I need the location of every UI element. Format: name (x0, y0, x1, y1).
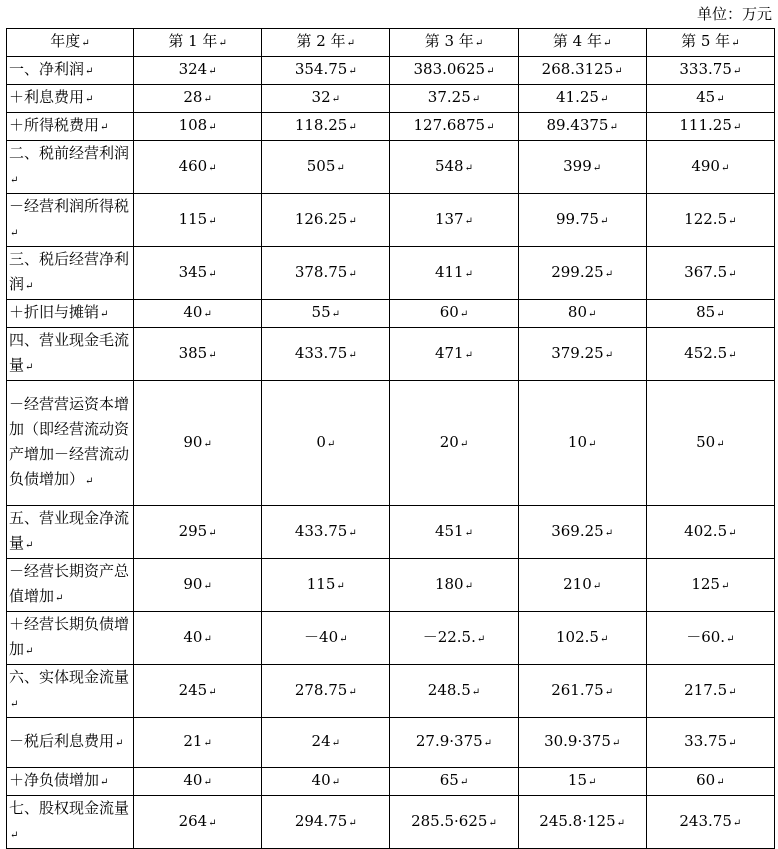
row-label: －经营利润所得税↵ (7, 194, 134, 247)
cell: －22.5.↵ (390, 612, 518, 665)
table-row (7, 612, 775, 665)
cell: 127.6875↵ (390, 113, 518, 141)
cell: 122.5↵ (646, 194, 774, 247)
header-col-5: 第 5 年↵ (646, 29, 774, 57)
row-label: ＋利息费用↵ (7, 85, 134, 113)
cell: 50↵ (646, 381, 774, 506)
row-label: ＋所得税费用↵ (7, 113, 134, 141)
header-col-2: 第 2 年↵ (262, 29, 390, 57)
header-col-1: 第 1 年↵ (134, 29, 262, 57)
table-row (7, 113, 775, 141)
table-row (7, 381, 775, 506)
row-label: 二、税前经营利润↵ (7, 141, 134, 194)
cell: 55↵ (262, 300, 390, 328)
row-label: 五、营业现金净流量↵ (7, 506, 134, 559)
cell: 248.5↵ (390, 665, 518, 718)
table-row (7, 559, 775, 612)
cell: 33.75↵ (646, 718, 774, 768)
cell: 324↵ (134, 57, 262, 85)
cell: －40↵ (262, 612, 390, 665)
cell: 27.9·375↵ (390, 718, 518, 768)
row-label: －税后利息费用↵ (7, 718, 134, 768)
table-row (7, 194, 775, 247)
cell: 333.75↵ (646, 57, 774, 85)
cell: 40↵ (134, 300, 262, 328)
cell: 452.5↵ (646, 328, 774, 381)
cell: 41.25↵ (518, 85, 646, 113)
cell: －60.↵ (646, 612, 774, 665)
row-label: 六、实体现金流量↵ (7, 665, 134, 718)
cell: 460↵ (134, 141, 262, 194)
cell: 285.5·625↵ (390, 796, 518, 849)
cell: 369.25↵ (518, 506, 646, 559)
table-row (7, 718, 775, 768)
table-row (7, 665, 775, 718)
cell: 548↵ (390, 141, 518, 194)
cell: 0↵ (262, 381, 390, 506)
cell: 24↵ (262, 718, 390, 768)
row-label: 七、股权现金流量↵ (7, 796, 134, 849)
cell: 108↵ (134, 113, 262, 141)
cell: 471↵ (390, 328, 518, 381)
cell: 367.5↵ (646, 247, 774, 300)
cell: 217.5↵ (646, 665, 774, 718)
cell: 505↵ (262, 141, 390, 194)
cell: 126.25↵ (262, 194, 390, 247)
cash-flow-table (6, 28, 775, 849)
cell: 295↵ (134, 506, 262, 559)
cell: 378.75↵ (262, 247, 390, 300)
cell: 399↵ (518, 141, 646, 194)
cell: 20↵ (390, 381, 518, 506)
cell: 40↵ (134, 768, 262, 796)
cell: 125↵ (646, 559, 774, 612)
cell: 411↵ (390, 247, 518, 300)
table-header-row (7, 29, 775, 57)
cell: 137↵ (390, 194, 518, 247)
row-label: 三、税后经营净利润↵ (7, 247, 134, 300)
cell: 278.75↵ (262, 665, 390, 718)
row-label: －经营长期资产总值增加↵ (7, 559, 134, 612)
header-year: 年度↵ (7, 29, 134, 57)
cell: 299.25↵ (518, 247, 646, 300)
cell: 111.25↵ (646, 113, 774, 141)
row-label: －经营营运资本增加（即经营流动资产增加－经营流动负债增加）↵ (7, 381, 134, 506)
cell: 210↵ (518, 559, 646, 612)
cell: 40↵ (134, 612, 262, 665)
cell: 268.3125↵ (518, 57, 646, 85)
row-label: ＋净负债增加↵ (7, 768, 134, 796)
table-row (7, 85, 775, 113)
cell: 21↵ (134, 718, 262, 768)
table-row (7, 247, 775, 300)
cell: 10↵ (518, 381, 646, 506)
cell: 90↵ (134, 381, 262, 506)
cell: 115↵ (262, 559, 390, 612)
cell: 15↵ (518, 768, 646, 796)
row-label: ＋折旧与摊销↵ (7, 300, 134, 328)
cell: 80↵ (518, 300, 646, 328)
cell: 433.75↵ (262, 328, 390, 381)
cell: 345↵ (134, 247, 262, 300)
table-row (7, 768, 775, 796)
cell: 245↵ (134, 665, 262, 718)
cell: 85↵ (646, 300, 774, 328)
table-row (7, 57, 775, 85)
cell: 32↵ (262, 85, 390, 113)
table-row (7, 141, 775, 194)
cell: 294.75↵ (262, 796, 390, 849)
cell: 180↵ (390, 559, 518, 612)
table-row (7, 506, 775, 559)
cell: 490↵ (646, 141, 774, 194)
unit-note: 单位：万元 (696, 5, 772, 23)
cell: 385↵ (134, 328, 262, 381)
cell: 90↵ (134, 559, 262, 612)
cell: 383.0625↵ (390, 57, 518, 85)
cell: 261.75↵ (518, 665, 646, 718)
cell: 245.8·125↵ (518, 796, 646, 849)
cell: 115↵ (134, 194, 262, 247)
row-label: 一、净利润↵ (7, 57, 134, 85)
cell: 402.5↵ (646, 506, 774, 559)
cell: 102.5↵ (518, 612, 646, 665)
cell: 354.75↵ (262, 57, 390, 85)
cell: 243.75↵ (646, 796, 774, 849)
cell: 451↵ (390, 506, 518, 559)
cell: 99.75↵ (518, 194, 646, 247)
cell: 45↵ (646, 85, 774, 113)
row-label: ＋经营长期负债增加↵ (7, 612, 134, 665)
cell: 28↵ (134, 85, 262, 113)
row-label: 四、营业现金毛流量↵ (7, 328, 134, 381)
cell: 30.9·375↵ (518, 718, 646, 768)
cell: 60↵ (390, 300, 518, 328)
cell: 60↵ (646, 768, 774, 796)
table-row (7, 796, 775, 849)
cell: 264↵ (134, 796, 262, 849)
table-row (7, 300, 775, 328)
cell: 433.75↵ (262, 506, 390, 559)
header-col-3: 第 3 年↵ (390, 29, 518, 57)
cell: 89.4375↵ (518, 113, 646, 141)
cell: 379.25↵ (518, 328, 646, 381)
cell: 118.25↵ (262, 113, 390, 141)
header-col-4: 第 4 年↵ (518, 29, 646, 57)
cell: 37.25↵ (390, 85, 518, 113)
cell: 40↵ (262, 768, 390, 796)
table-row (7, 328, 775, 381)
cell: 65↵ (390, 768, 518, 796)
